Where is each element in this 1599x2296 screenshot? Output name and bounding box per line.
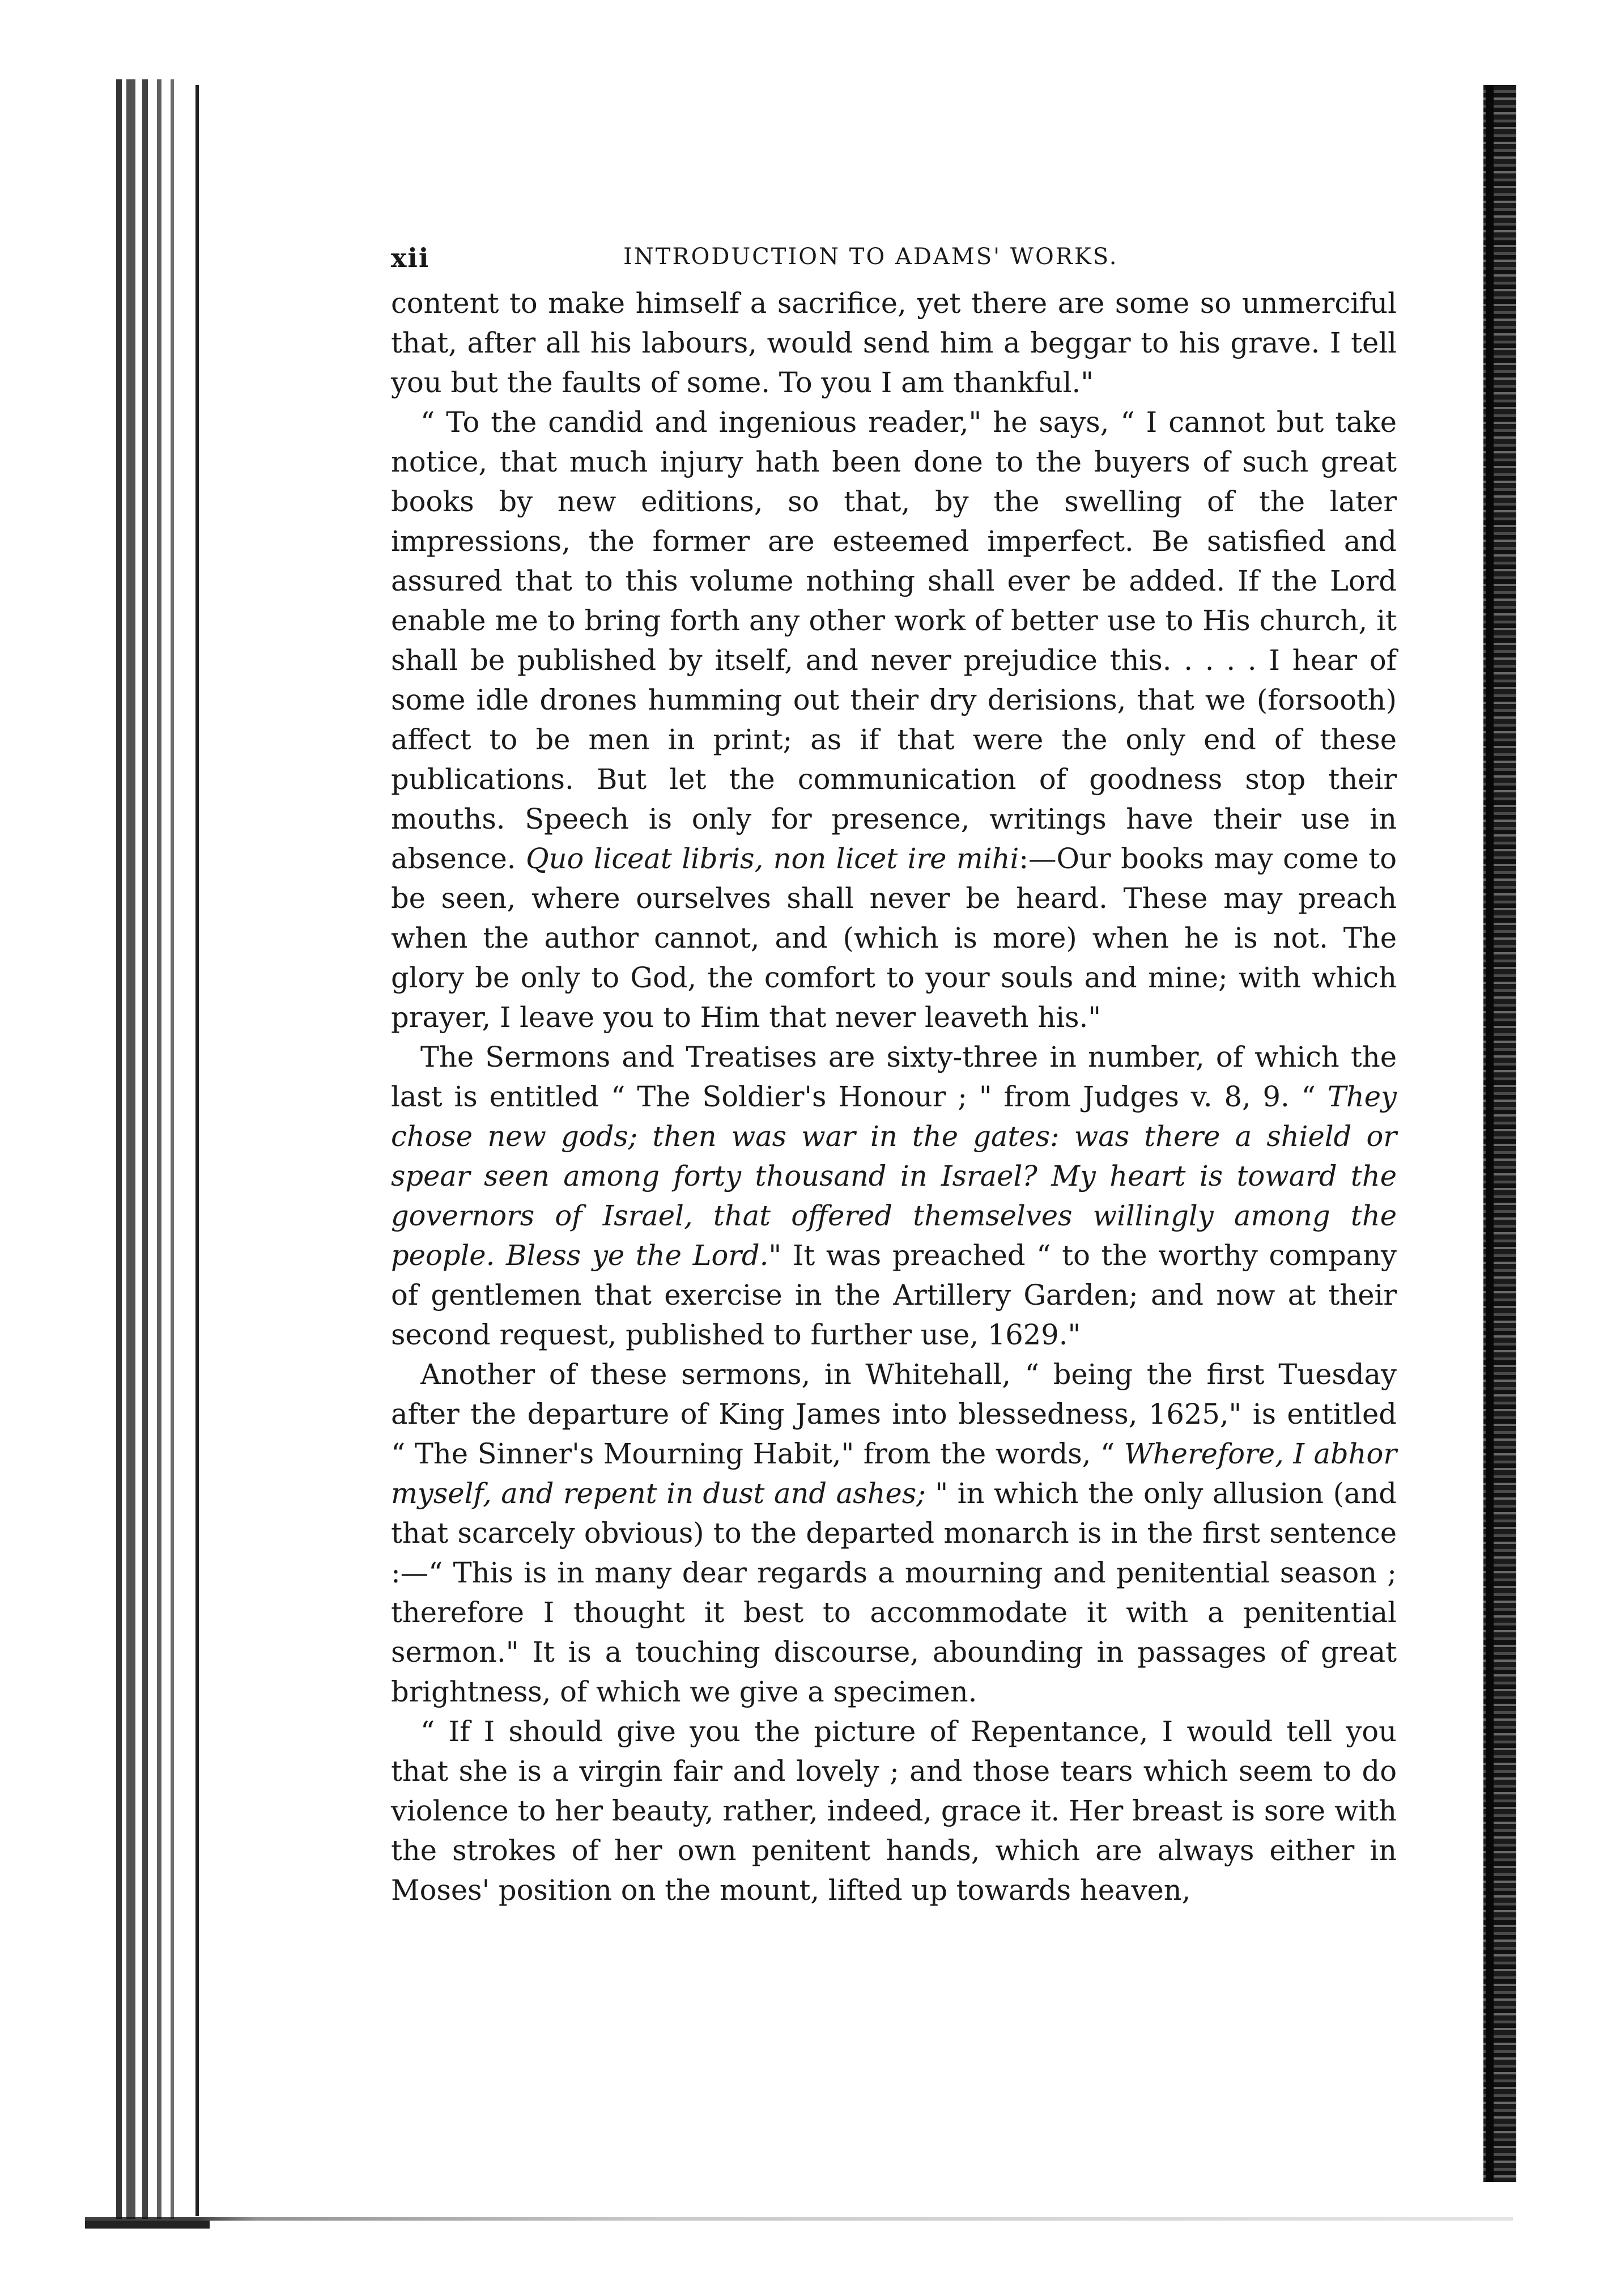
page-edge-right-dark xyxy=(1486,85,1494,2182)
italic-text: They chose new gods; then was war in the gates: was there a shield or spear seen among forty thousand in Israel? My heart is toward the governors of Israel, that offered themselves willingly among the people. Bless ye the Lord. xyxy=(391,1080,1397,1272)
running-title: INTRODUCTION TO ADAMS' WORKS. xyxy=(623,244,1119,270)
text-run: " in which the only allusion (and that scarcely obvious) to the departed monarch is in the first sentence :—“ This is in many dear regards a mourning and penitential season ; therefore I thought it best to accommodate it with a penitential sermon." It is a touching discourse, abounding in passages of great brightness, of which we give a specimen. xyxy=(391,1477,1397,1708)
text-run: The Sermons and Treatises are sixty-three in number, of which the last is entitled “ The Soldier's Honour ; " from Judges v. 8, 9. “ xyxy=(391,1041,1397,1113)
paragraph xyxy=(391,1712,1397,1910)
paragraph xyxy=(391,283,1397,402)
italic-text: Quo liceat libris, non licet ire mihi xyxy=(525,842,1019,875)
page-bottom-edge xyxy=(85,2217,1513,2221)
gutter-edge-line xyxy=(195,85,199,2216)
text-run: :—Our books may come to be seen, where ourselves shall never be heard. These may preach when the author cannot, and (which is more) when he is not. The glory be only to God, the comfort to your souls and mine; with which prayer, I leave you to Him that never leaveth his." xyxy=(391,842,1397,1034)
paragraph xyxy=(391,1355,1397,1712)
body-text xyxy=(391,283,1397,1910)
text-run: Another of these sermons, in Whitehall, “ being the first Tuesday after the departure of King James into blessedness, 1625," is entitled “ The Sinner's Mourning Habit," from the words, “ xyxy=(391,1358,1397,1470)
text-run: " It was preached “ to the worthy company of gentlemen that exercise in the Artillery Garden; and now at their second request, published to further use, 1629." xyxy=(391,1239,1397,1351)
italic-text: Wherefore, I abhor myself, and repent in dust and ashes; xyxy=(391,1437,1397,1510)
paragraph xyxy=(391,402,1397,1037)
running-head xyxy=(391,238,1397,283)
text-run: “ If I should give you the picture of Repentance, I would tell you that she is a virgin fair and lovely ; and those tears which seem to do violence to her beauty, rather, indeed, grace it. Her breast is sore with the strokes of her own penitent hands, which are always either in Moses' position on the mount, lifted up towards heaven, xyxy=(391,1715,1397,1907)
text-run: content to make himself a sacrifice, yet there are some so unmerciful that, after all his labours, would send him a beggar to his grave. I tell you but the faults of some. To you I am thankful." xyxy=(391,287,1397,399)
book-page xyxy=(391,238,1397,1910)
paragraph xyxy=(391,1037,1397,1355)
book-binding-gutter xyxy=(116,79,201,2219)
page-bottom-shadow xyxy=(85,2221,210,2229)
page-number: xii xyxy=(391,243,430,273)
text-run: “ To the candid and ingenious reader," he says, “ I cannot but take notice, that much injury hath been done to the buyers of such great books by new editions, so that, by the swelling of the later impressions, the former are esteemed imperfect. Be satisfied and assured that to this volume nothing shall ever be added. If the Lord enable me to bring forth any other work of better use to His church, it shall be published by itself, and never prejudice this. . . . . I hear of some idle drones humming out their dry derisions, that we (forsooth) affect to be men in print; as if that were the only end of these publications. But let the communication of goodness stop their mouths. Speech is only for presence, writings have their use in absence. xyxy=(391,406,1397,875)
